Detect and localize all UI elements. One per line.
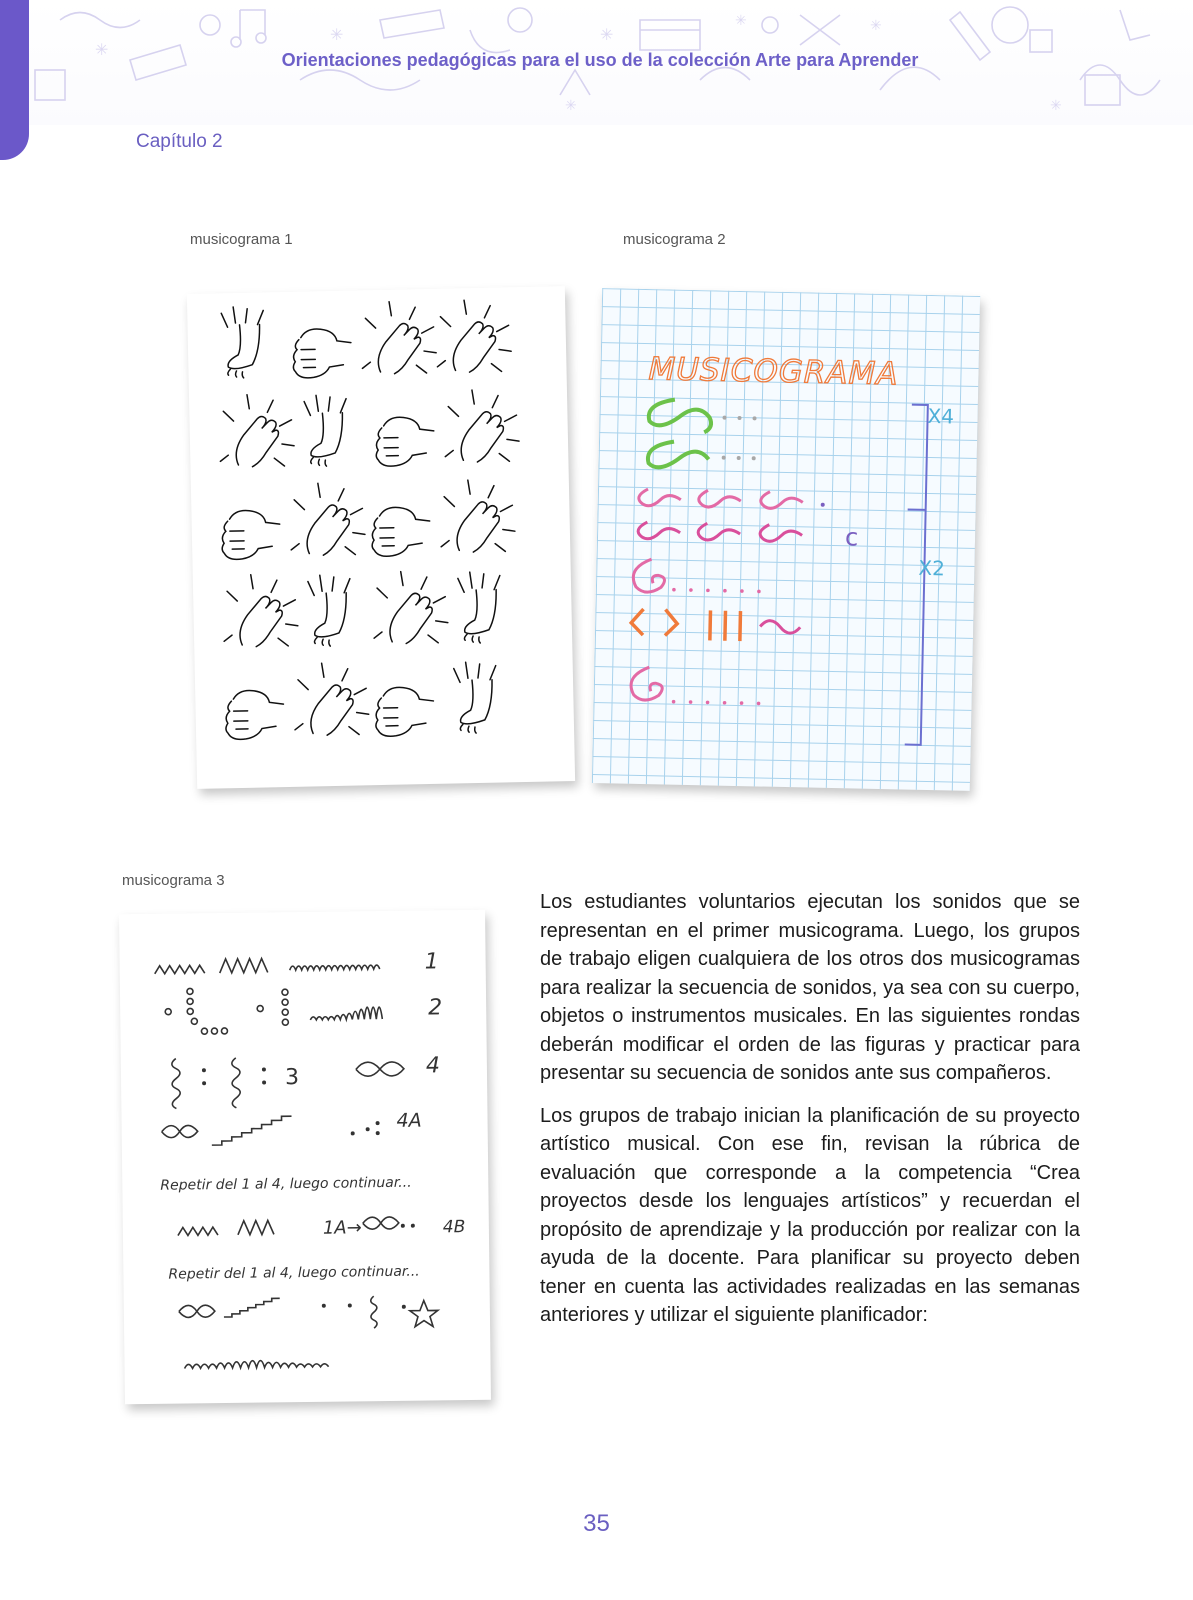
inline-label-1A: 1A→	[322, 1217, 362, 1239]
pink-wave-row-6	[760, 620, 800, 633]
stomp-icon	[458, 572, 501, 644]
infinity-row-4	[162, 1125, 198, 1137]
dots-row-5	[672, 588, 761, 593]
paragraph-2: Los grupos de trabajo inician la planificación de su proyecto artístico musical. Con ese fin, revisan la rúbrica de evaluación que corresponde a la competencia “Crea proyectos desde los lenguajes artísticos” y recuerdan el propósito de aprendizaje y la producción por realizar con la ayuda de la docente. Para planificar su proyecto deben tener en cuenta las actividades realizadas en las semanas anteriores y utilizar el siguiente planificador:	[540, 1104, 1080, 1326]
zigzag-small	[155, 965, 205, 974]
clap-icon	[440, 479, 515, 553]
page-number: 35	[583, 1510, 610, 1537]
musicograma-2-caption: musicograma 2	[623, 231, 726, 248]
long-loop-line	[184, 1360, 328, 1369]
dots-row-1	[722, 416, 756, 421]
paragraph-1: Los estudiantes voluntarios ejecutan los sonidos que se representan en el primer musicograma. Luego, los grupos de trabajo eligen cualquiera de los otros dos musicogramas para realizar la secuencia de sonidos, ya sea con su cuerpo, objetos o instrumentos musicales. En las siguientes rondas deberán modificar el orden de las figuras y practicar para presentar su secuencia de sonidos ante sus compañeros.	[540, 891, 1080, 1084]
fist-icon	[371, 507, 430, 557]
svg-text:✳: ✳	[1050, 97, 1062, 113]
green-swirl-1	[649, 399, 712, 432]
star-symbol	[410, 1300, 438, 1326]
fist-icon	[375, 687, 434, 737]
colored-symbol-sequence	[592, 288, 980, 791]
pink-curl-row-5	[633, 559, 665, 593]
svg-text:✳: ✳	[735, 12, 747, 28]
row-number-4: 4	[425, 1053, 441, 1079]
handwritten-symbol-sequence	[119, 910, 491, 1404]
stomp-icon	[304, 395, 347, 467]
row-label-4B: 4B	[442, 1217, 466, 1238]
repeat-x4: X4	[927, 403, 955, 429]
row-4-letter: c	[844, 523, 859, 552]
pink-swirls-row-3	[639, 489, 803, 509]
chapter-label: Capítulo 2	[136, 131, 223, 152]
spring-symbol-1	[172, 1059, 181, 1109]
stomp-icon	[454, 662, 497, 734]
body-text	[540, 888, 1080, 1344]
musicograma-1-caption: musicograma 1	[190, 231, 293, 248]
pink-swirls-row-4	[638, 522, 802, 542]
musicograma-3-sheet	[119, 910, 491, 1404]
row-number-1: 1	[424, 949, 439, 975]
repeat-instruction-1: Repetir del 1 al 4, luego continuar...	[160, 1174, 412, 1194]
clap-icon	[294, 662, 369, 736]
spring-symbol-2	[232, 1058, 241, 1108]
clap-icon	[361, 301, 436, 375]
musicograma-3-caption: musicograma 3	[122, 872, 225, 889]
stomp-icon	[308, 575, 351, 647]
dots-row-7	[672, 700, 761, 705]
green-swirl-2	[648, 441, 709, 468]
clap-icon	[444, 389, 519, 463]
fist-icon	[375, 417, 434, 467]
repeat-x2: X2	[918, 555, 946, 581]
zigzag-large	[220, 958, 268, 973]
svg-text:✳: ✳	[330, 27, 344, 44]
fist-icon	[221, 510, 280, 560]
pink-curl-row-7	[631, 667, 663, 701]
fist-icon	[293, 328, 352, 378]
row-number-2: 2	[428, 995, 443, 1021]
clap-icon	[223, 574, 298, 648]
repeat-instruction-2: Repetir del 1 al 4, luego continuar...	[168, 1263, 420, 1283]
clap-icon	[436, 299, 511, 373]
orange-zigzag-lines-row-6	[631, 609, 741, 641]
inline-number-3: 3	[284, 1065, 300, 1091]
zigzag-small-2	[178, 1227, 218, 1235]
infinity-row-3	[356, 1062, 404, 1077]
dots-row-2	[722, 456, 756, 461]
clap-icon	[373, 571, 448, 645]
musicograma-2-sheet	[592, 288, 980, 791]
growing-loops	[310, 1007, 382, 1020]
svg-text:✳: ✳	[870, 17, 882, 33]
body-percussion-grid	[187, 286, 575, 789]
zigzag-large-2	[238, 1220, 274, 1234]
loops-row-1	[290, 965, 380, 970]
row-label-4A: 4A	[396, 1109, 422, 1132]
sheet-title: MUSICOGRAMA	[648, 351, 899, 393]
book-title: Orientaciones pedagógicas para el uso de la colección Arte para Aprender	[281, 50, 919, 70]
svg-text:✳: ✳	[600, 27, 614, 44]
chapter-side-tab	[0, 0, 29, 160]
svg-text:✳: ✳	[95, 42, 109, 59]
fist-icon	[225, 690, 284, 740]
rising-steps	[212, 1116, 292, 1145]
clap-icon	[219, 394, 294, 468]
svg-text:✳: ✳	[565, 97, 577, 113]
clap-icon	[290, 482, 365, 556]
musicograma-1-sheet	[187, 286, 575, 789]
stomp-icon	[221, 306, 264, 378]
